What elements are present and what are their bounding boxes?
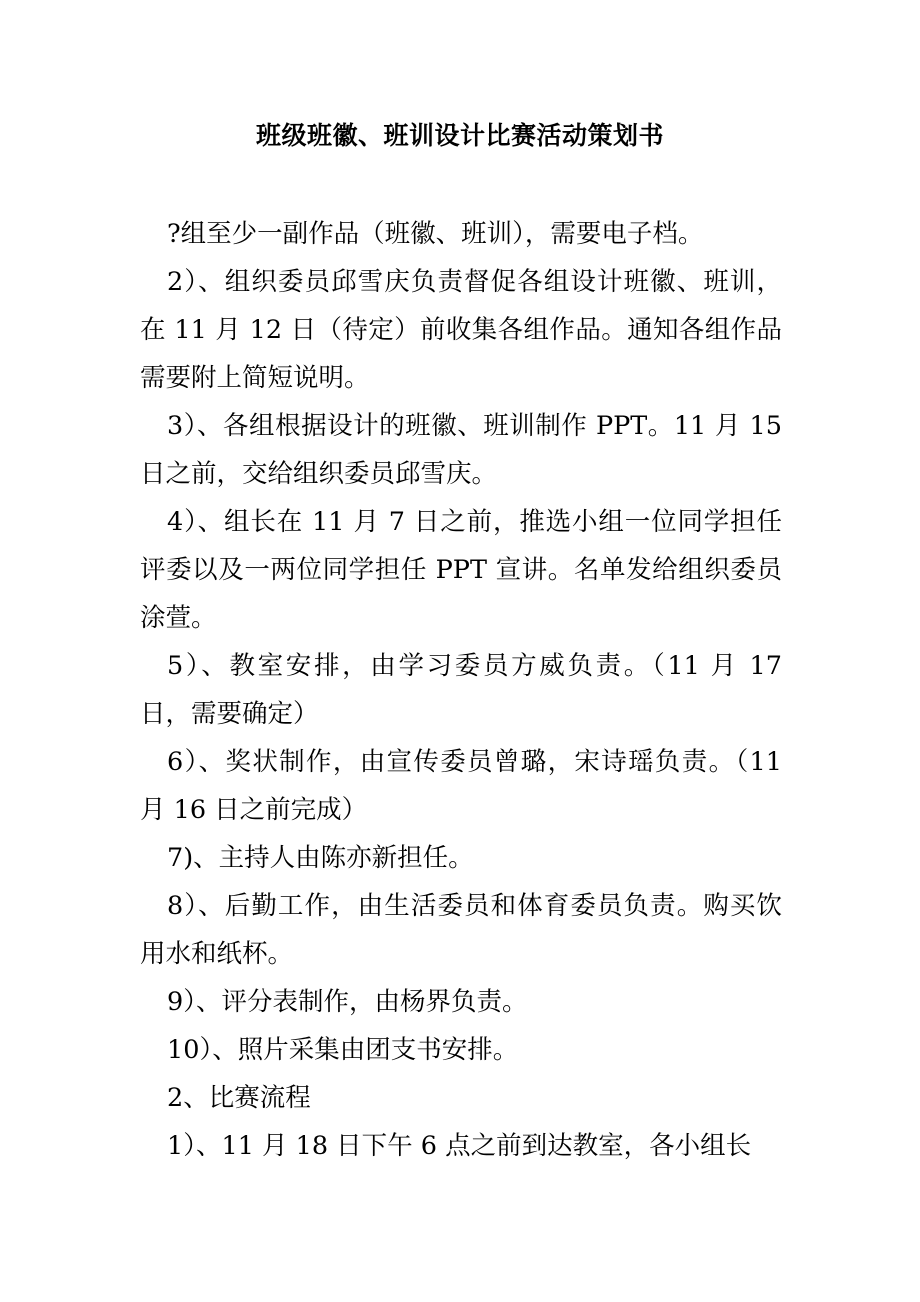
paragraph-7: 7)、主持人由陈亦新担任。 [167,843,474,873]
paragraph-2: 2）、组织委员邱雪庆负责督促各组设计班徽、班训，在 11 月 12 日（待定）前收集各组作品。通知各组作品需要附上简短说明。 [140,267,782,393]
document-title: 班级班徽、班训设计比赛活动策划书 [255,121,664,150]
paragraph-5: 5）、教室安排，由学习委员方威负责。（11 月 17 日，需要确定） [140,651,782,729]
section-heading-competition-process: 2、比赛流程 [167,1083,311,1113]
paragraph-1: ?组至少一副作品（班徽、班训），需要电子档。 [167,219,704,249]
paragraph-3: 3）、各组根据设计的班徽、班训制作 PPT。11 月 15 日之前，交给组织委员邱雪庆。 [140,411,782,489]
document-body [140,210,782,1170]
paragraph-9: 9）、评分表制作，由杨界负责。 [167,987,528,1017]
paragraph-10: 10）、照片采集由团支书安排。 [167,1035,519,1065]
paragraph-11: 1）、11 月 18 日下午 6 点之前到达教室，各小组长 [167,1131,752,1161]
paragraph-8: 8）、后勤工作，由生活委员和体育委员负责。购买饮用水和纸杯。 [140,891,782,969]
paragraph-4: 4）、组长在 11 月 7 日之前，推选小组一位同学担任评委以及一两位同学担任 PPT 宣讲。名单发给组织委员涂萱。 [140,507,782,633]
paragraph-6: 6）、奖状制作，由宣传委员曾璐，宋诗瑶负责。（11 月 16 日之前完成） [140,747,782,825]
